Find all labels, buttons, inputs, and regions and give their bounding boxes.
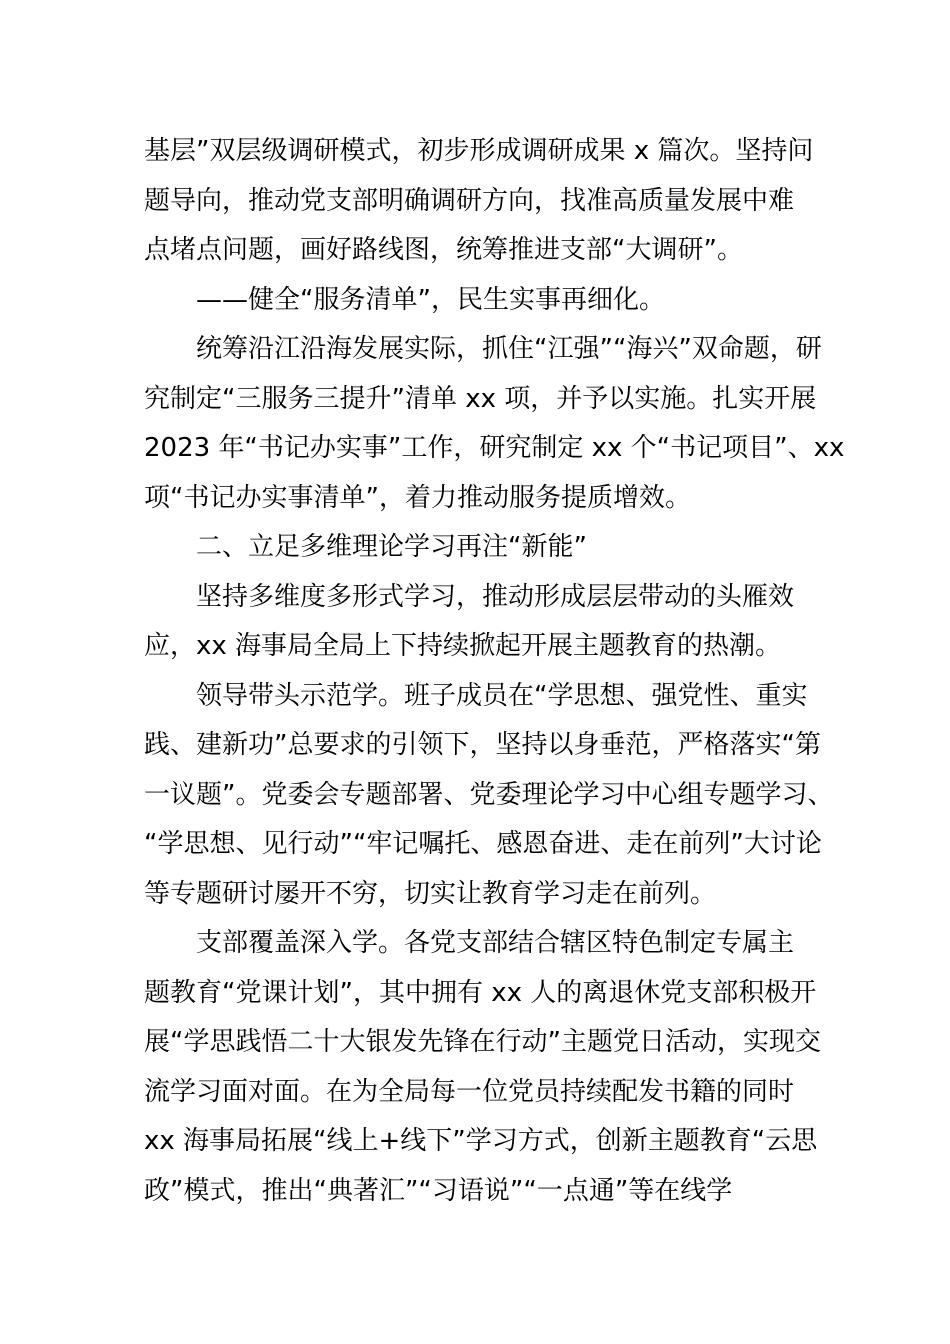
- text-line-17: 支部覆盖深入学。各党支部结合辖区特色制定专属主: [196, 928, 795, 958]
- text-line-12: 领导带头示范学。班子成员在“学思想、强党性、重实: [196, 680, 808, 711]
- text-line-3: 点堵点问题，画好路线图，统筹推进支部“大调研”。: [144, 235, 743, 265]
- text-line-5: 统筹沿江沿海发展实际，抓住“江强”“海兴”双命题，研: [196, 334, 822, 364]
- text-line-1: 基层”双层级调研模式，初步形成调研成果 x 篇次。坚持问: [144, 136, 814, 166]
- text-line-18: 题教育“党课计划”，其中拥有 xx 人的离退休党支部积极开: [144, 977, 817, 1008]
- text-line-16: 等专题研讨屡开不穷，切实让教育学习走在前列。: [144, 878, 717, 909]
- body-text: [144, 127, 845, 1216]
- text-line-6: 究制定“三服务三提升”清单 xx 项，并予以实施。扎实开展: [144, 383, 817, 414]
- text-line-11: 应，xx 海事局全局上下持续掀起开展主题教育的热潮。: [144, 631, 782, 661]
- text-line-22: 政”模式，推出“典著汇”“习语说”“一点通”等在线学: [144, 1175, 733, 1206]
- text-line-21: xx 海事局拓展“线上+线下”学习方式，创新主题教育“云思: [144, 1126, 818, 1156]
- text-line-20: 流学习面对面。在为全局每一位党员持续配发书籍的同时: [144, 1076, 795, 1107]
- text-line-8: 项“书记办实事清单”，着力推动服务提质增效。: [144, 482, 691, 513]
- section-heading-theory-study: 二、立足多维理论学习再注“新能”: [196, 532, 587, 562]
- text-line-2: 题导向，推动党支部明确调研方向，找准高质量发展中难: [144, 185, 795, 216]
- text-line-7: 2023 年“书记办实事”工作，研究制定 xx 个“书记项目”、xx: [144, 433, 845, 463]
- text-line-10: 坚持多维度多形式学习，推动形成层层带动的头雁效: [196, 581, 795, 612]
- text-line-15: “学思想、见行动”“牢记嘱托、感恩奋进、走在前列”大讨论: [144, 829, 822, 859]
- text-line-19: 展“学思践悟二十大银发先锋在行动”主题党日活动，实现交: [144, 1027, 821, 1057]
- text-line-13: 践、建新功”总要求的引领下，坚持以身垂范，严格落实“第: [144, 730, 821, 760]
- text-line-14: 一议题”。党委会专题部署、党委理论学习中心组专题学习、: [144, 779, 834, 810]
- section-heading-service-list: ——健全“服务清单”，民生实事再细化。: [196, 284, 665, 315]
